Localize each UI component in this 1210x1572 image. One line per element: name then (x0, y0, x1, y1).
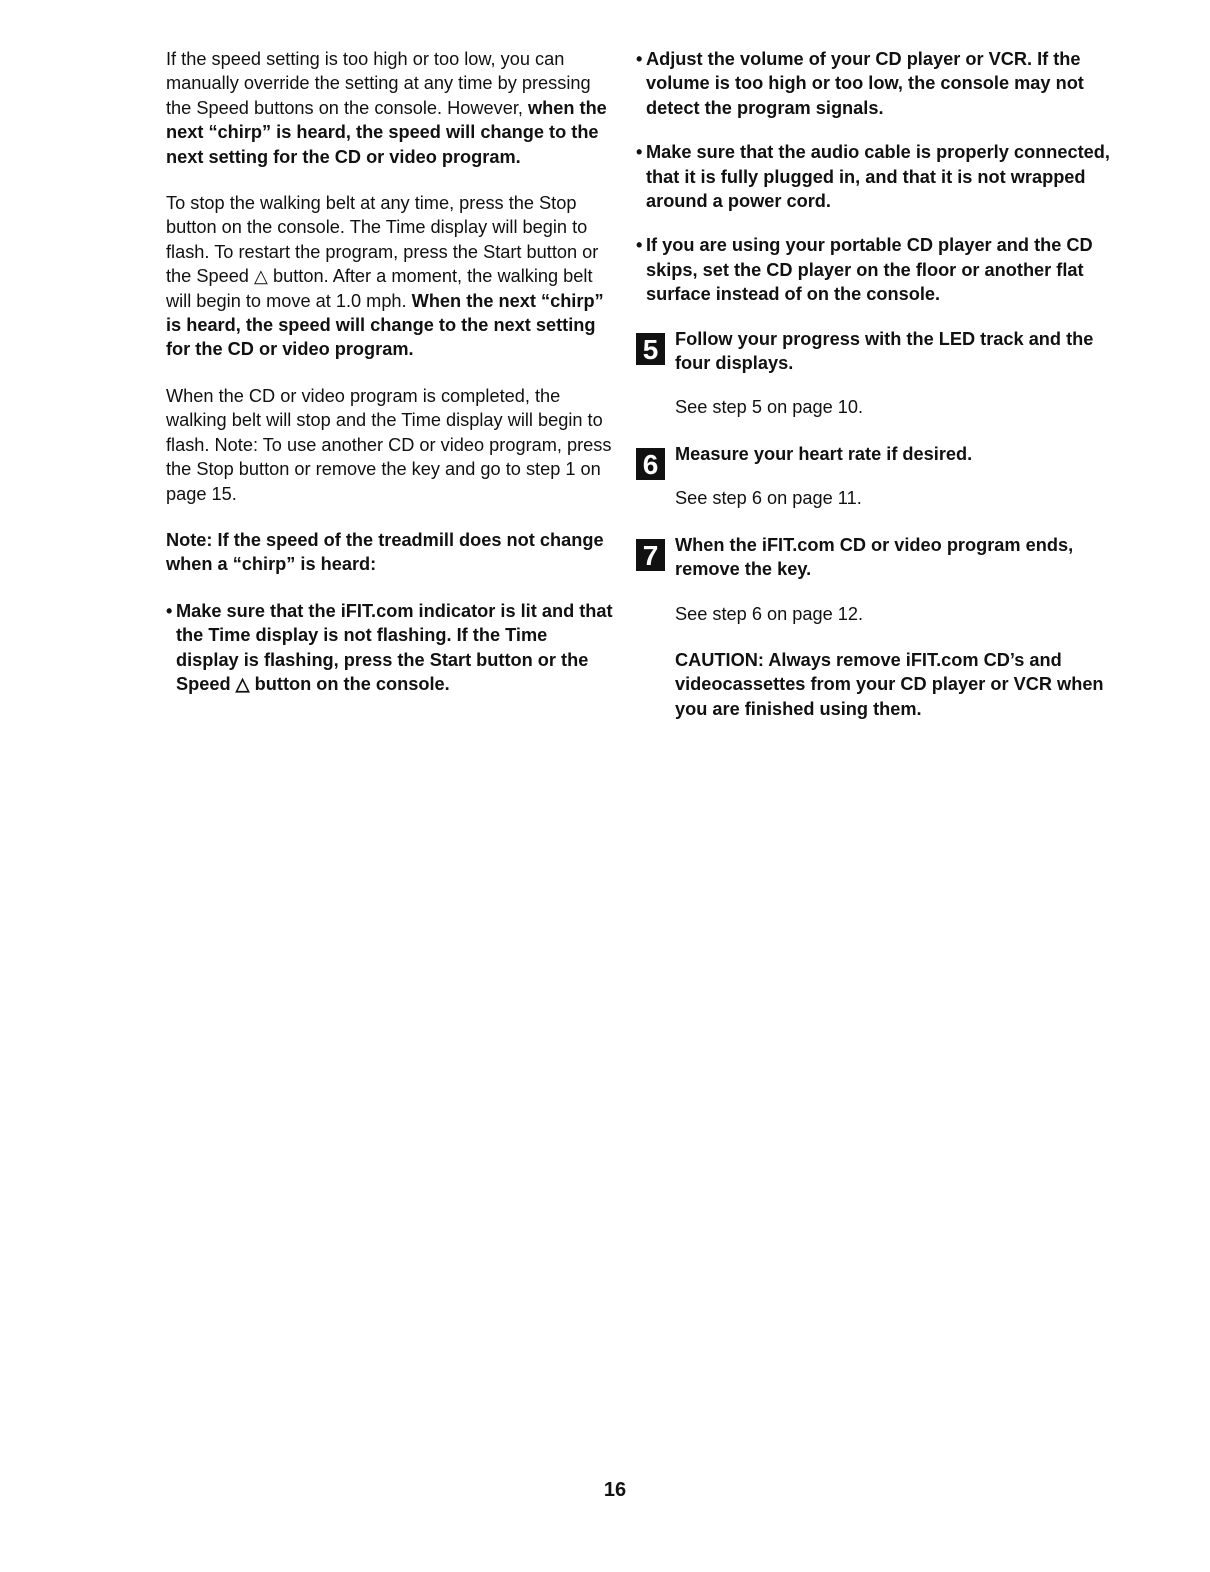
bullet-text: Adjust the volume of your CD player or VCR. If the volume is too high or too low, the console may not detect the program signals. (646, 49, 1084, 118)
bullet-item (166, 599, 614, 697)
step-title: Measure your heart rate if desired. (675, 443, 973, 464)
speed-override-bold-text: when the next “chirp” is heard, the speed will change to the next setting for the CD or video program. (166, 97, 607, 167)
bullet-item (636, 47, 1110, 120)
program-completed-paragraph: When the CD or video program is completed, the walking belt will stop and the Time display will begin to flash. Note: To use another CD or video program, press the Stop button or remove the key and go to step 1 on page 15. (166, 385, 612, 504)
speed-override-paragraph (166, 47, 614, 169)
step-6 (636, 442, 1110, 480)
bullet-text: If you are using your portable CD player and the CD skips, set the CD player on the floor or another flat surface instead of on the console. (646, 235, 1093, 305)
step-7 (636, 533, 1110, 582)
bullet-marker: • (636, 142, 643, 163)
step-reference: See step 6 on page 12. (675, 603, 864, 624)
stop-restart-bold-text: When the next “chirp” is heard, the speed will change to the next setting for the CD or video program. (166, 290, 604, 360)
stop-restart-text: To stop the walking belt at any time, press the Stop button on the console. The Time display will begin to flash. To restart the program, press the Start button or the Speed △ button. After a moment, the walking belt will begin to move at 1.0 mph. (166, 193, 599, 311)
step-number-badge: 6 (636, 448, 665, 480)
step-reference: See step 6 on page 11. (675, 488, 862, 509)
step-reference: See step 5 on page 10. (675, 397, 864, 418)
bullet-text: Make sure that the audio cable is properly connected, that it is fully plugged in, and that it is not wrapped around a power cord. (646, 142, 1110, 212)
step-title: Follow your progress with the LED track and the four displays. (675, 328, 1094, 374)
right-column (636, 47, 1110, 721)
bullet-text: Make sure that the iFIT.com indicator is lit and that the Time display is not flashing. If the Time display is flashing, press the Start button or the Speed △ button on the console. (176, 600, 613, 694)
step-number-badge: 7 (636, 539, 665, 571)
step-title: When the iFIT.com CD or video program ends, remove the key. (675, 534, 1074, 580)
page-number: 16 (603, 1479, 627, 1501)
bullet-item (636, 233, 1110, 306)
bullet-item (636, 140, 1110, 213)
stop-restart-paragraph (166, 191, 614, 362)
step-5 (636, 327, 1110, 376)
step-number-badge: 5 (636, 333, 665, 365)
speed-note-heading: Note: If the speed of the treadmill does not change when a “chirp” is heard: (166, 529, 604, 575)
caution-note: CAUTION: Always remove iFIT.com CD’s and videocassettes from your CD player or VCR when you are finished using them. (675, 649, 1104, 719)
speed-override-text: If the speed setting is too high or too low, you can manually override the setting at any time by pressing the Speed buttons on the console. However, (166, 49, 591, 118)
bullet-marker: • (166, 600, 173, 621)
bullet-marker: • (636, 49, 643, 69)
left-column (166, 47, 614, 716)
bullet-marker: • (636, 235, 643, 256)
